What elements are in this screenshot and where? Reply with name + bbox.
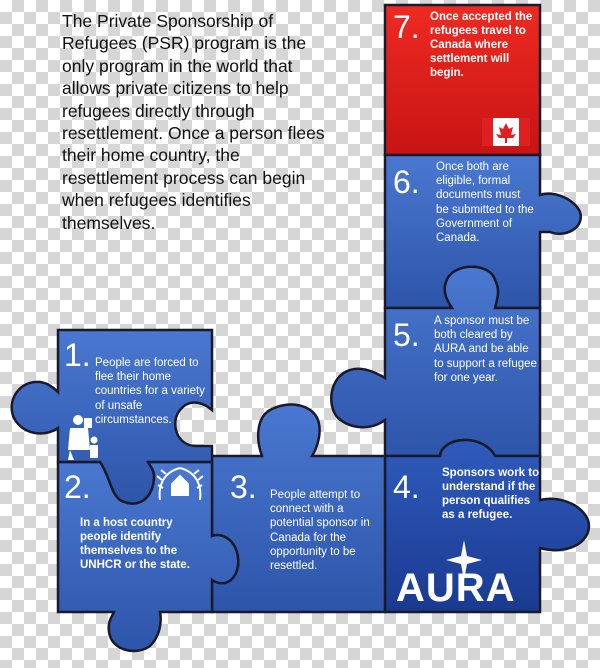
step-5-text: A sponsor must be both cleared by AURA and be able to support a refugee for one year. bbox=[434, 315, 537, 384]
step-7-number: 7. bbox=[393, 9, 420, 45]
step-4-number: 4. bbox=[393, 469, 420, 505]
canada-flag-icon bbox=[482, 118, 530, 146]
aura-logo: AURA bbox=[396, 566, 516, 610]
step-2-text: In a host country people identify themselves to the UNHCR or the state. bbox=[80, 517, 190, 571]
step-3-number: 3. bbox=[230, 469, 257, 505]
step-4-text: Sponsors work to understand if the person qualifies as a refugee. bbox=[442, 467, 540, 521]
step-2-number: 2. bbox=[64, 469, 91, 505]
step-1-text: People are forced to flee their home countries for a variety of unsafe circumstances. bbox=[95, 357, 205, 426]
step-1-number: 1. bbox=[64, 337, 91, 373]
step-5-number: 5. bbox=[393, 317, 420, 353]
step-7-text: Once accepted the refugees travel to Canada where settlement will begin. bbox=[430, 11, 533, 79]
intro-paragraph: The Private Sponsorship of Refugees (PSR) program is the only program in the world that allows private citizens to help refugees directly through resettlement. Once a person flees their home country, the resettlement process can begin when refugees identifies themselves. bbox=[62, 11, 325, 233]
step-6-number: 6. bbox=[393, 164, 420, 200]
step-3-text: People attempt to connect with a potential sponsor in Canada for the opportunity to be resettled. bbox=[270, 489, 370, 573]
step-6-text: Once both are eligible, formal documents must be submitted to the Government of Canada. bbox=[436, 161, 534, 245]
